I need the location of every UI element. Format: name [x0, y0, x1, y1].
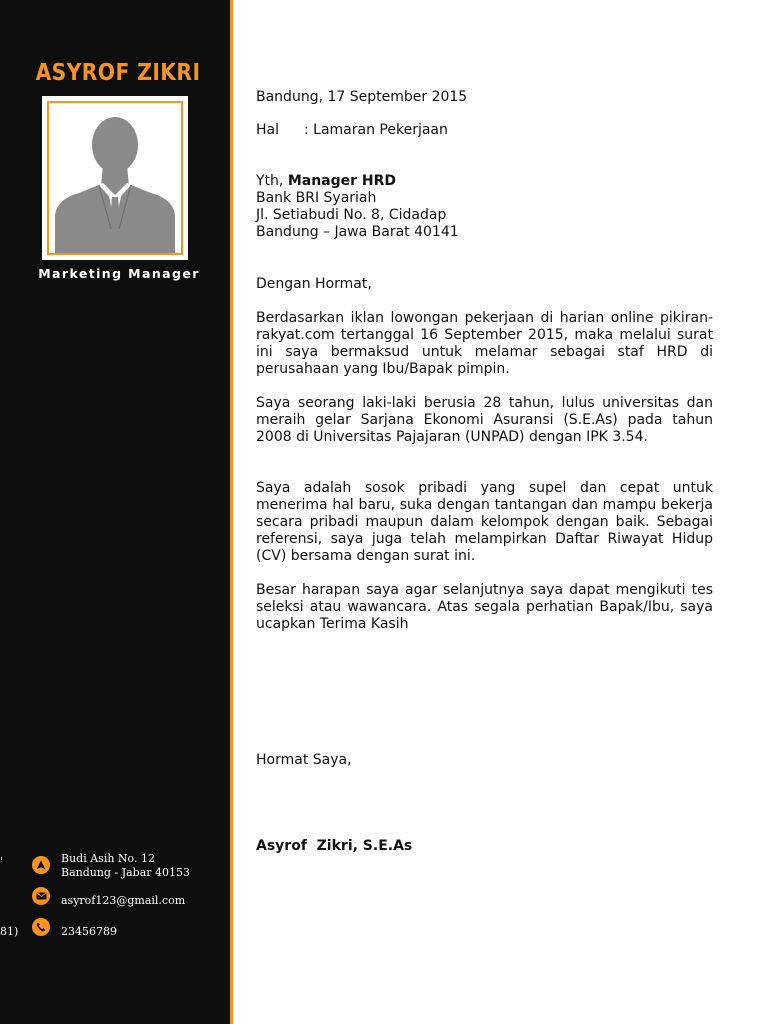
- letter-recipient: [256, 173, 713, 241]
- letter-subject: [256, 122, 713, 139]
- letter-greeting: Dengan Hormat,: [256, 276, 372, 292]
- letter-date: Bandung, 17 September 2015: [256, 89, 468, 105]
- profile-photo: [47, 101, 183, 255]
- address-line-1: Budi Asih No. 12: [61, 852, 155, 865]
- recipient-title: Manager HRD: [287, 173, 397, 189]
- recipient-company: Bank BRI Syariah: [256, 190, 377, 206]
- profile-photo-frame: [42, 96, 188, 260]
- person-silhouette: [49, 103, 181, 253]
- subject-value: : Lamaran Pekerjaan: [304, 122, 448, 138]
- letter-closing: Hormat Saya,: [256, 752, 352, 768]
- email-text[interactable]: asyrof123@gmail.com: [61, 894, 186, 907]
- phone-prefix-fragment: 81): [0, 925, 19, 938]
- address-line-2: Bandung - Jabar 40153: [61, 866, 191, 879]
- applicant-name: ASYROF ZIKRI: [35, 60, 201, 86]
- subject-label: Hal: [256, 122, 279, 138]
- letter-paragraph: Besar harapan saya agar selanjutnya saya dapat mengikuti tes seleksi atau wawancara. Atas segala perhatian Bapak/Ibu, saya ucapkan Terima Kasih: [256, 582, 713, 632]
- letter-paragraph: Berdasarkan iklan lowongan pekerjaan di harian online pikiran-rakyat.com tertanggal 16 September 2015, maka melalui surat ini saya bermaksud untuk melamar sebagai staf HRD di perusahaan yang Ibu/Bapak pimpin.: [256, 310, 713, 377]
- signature-name: Asyrof Zikri, S.E.As: [256, 838, 413, 854]
- phone-text[interactable]: 23456789: [61, 925, 117, 938]
- recipient-street: Jl. Setiabudi No. 8, Cidadap: [256, 207, 447, 223]
- email-icon: [32, 887, 50, 905]
- location-arrow-icon: [32, 856, 50, 874]
- recipient-city: Bandung – Jawa Barat 40141: [256, 224, 459, 240]
- letter-paragraph: Saya adalah sosok pribadi yang supel dan cepat untuk menerima hal baru, suka dengan tantangan dan mampu bekerja secara pribadi maupun dalam kelompok dengan baik. Sebagai referensi, saya juga telah melampirkan Daftar Riwayat Hidup (CV) bersama dengan surat ini.: [256, 480, 713, 564]
- letter-paragraph: Saya seorang laki-laki berusia 28 tahun, lulus universitas dan meraih gelar Sarjana Ekonomi Asuransi (S.E.As) pada tahun 2008 di Universitas Pajajaran (UNPAD) dengan IPK 3.54.: [256, 395, 713, 445]
- phone-icon: [32, 918, 50, 936]
- recipient-prefix: Yth,: [256, 173, 284, 189]
- sidebar-divider: [230, 0, 233, 1024]
- edge-fragment: ': [0, 855, 4, 868]
- job-title: Marketing Manager: [38, 266, 200, 281]
